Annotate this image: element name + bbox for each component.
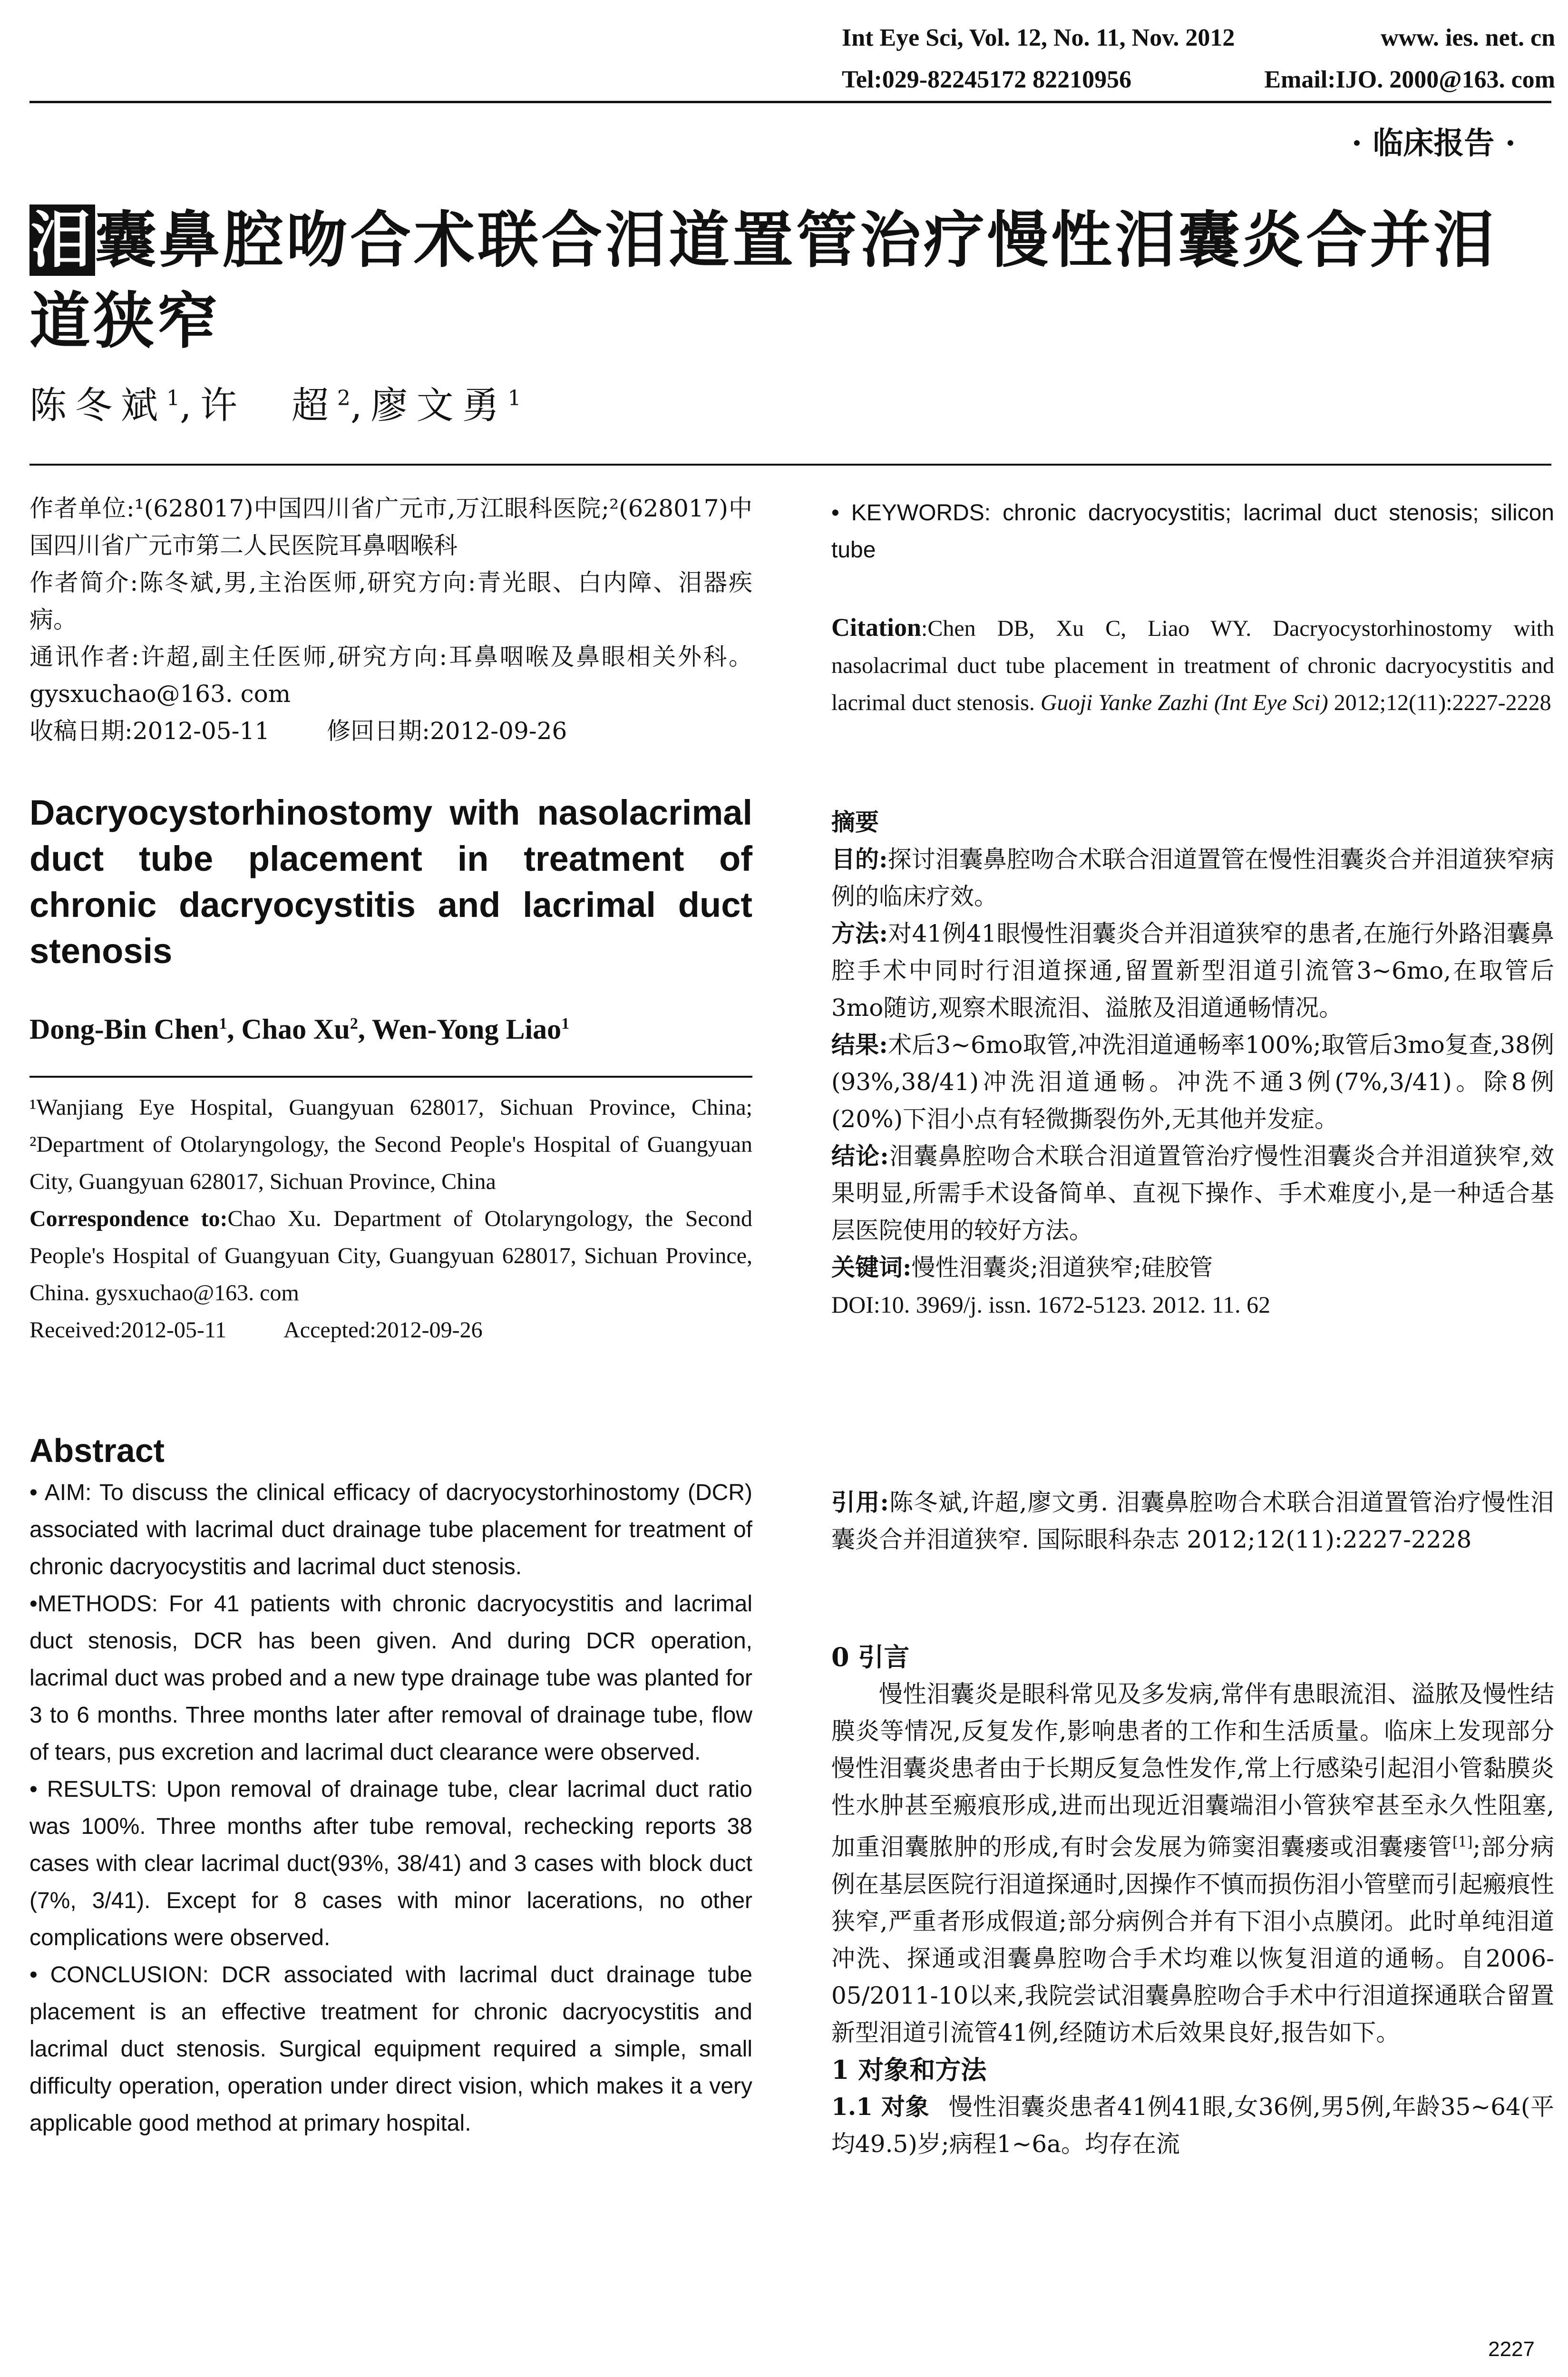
results-text: 术后3~6mo取管,冲洗泪道通畅率100%;取管后3mo复查,38例(93%,38/41)冲洗泪道通畅。冲洗不通3例(7%,3/41)。除8例(20%)下泪小点有轻微撕裂伤外,无其他并发症。 [831, 1031, 1554, 1133]
citation-cn [831, 1484, 1554, 1558]
conclusion-label: 结论: [831, 1142, 889, 1170]
conclusion-text: 泪囊鼻腔吻合术联合泪道置管治疗慢性泪囊炎合并泪道狭窄,效果明显,所需手术设备简单、直视下操作、手术难度小,是一种适合基层医院使用的较好方法。 [831, 1142, 1554, 1244]
author-name-en: Chao Xu [241, 1013, 350, 1045]
results-cn [831, 1026, 1554, 1138]
journal-email: Email:IJO. 2000@163. com [1264, 66, 1555, 93]
affiliation-cn: 作者单位:¹(628017)中国四川省广元市,万江眼科医院;²(628017)中国四川省广元市第二人民医院耳鼻咽喉科 [29, 495, 752, 559]
methods-label: 方法: [831, 919, 888, 947]
section-label: · 临床报告 · [1351, 126, 1516, 161]
author-name: 许 超 [200, 384, 337, 427]
author-sup: 1 [219, 1015, 227, 1033]
title-rule [29, 464, 1551, 466]
keywords-text: 慢性泪囊炎;泪道狭窄;硅胶管 [911, 1254, 1213, 1281]
title-first-char: 泪 [30, 205, 95, 276]
journal-website: www. ies. net. cn [1381, 24, 1555, 51]
author-sup: 1 [507, 386, 521, 410]
subject-text: 慢性泪囊炎患者41例41眼,女36例,男5例,年龄35~64(平均49.5)岁;病程1~6a。均存在流 [831, 2093, 1554, 2158]
page-number: 2227 [1488, 2338, 1535, 2361]
author-name-en: Dong-Bin Chen [29, 1013, 219, 1045]
bio-cn: 作者简介:陈冬斌,男,主治医师,研究方向:青光眼、白内障、泪器疾病。 [29, 569, 752, 633]
author-sup: 2 [337, 386, 351, 410]
introduction [831, 1638, 1554, 2163]
intro-heading: 0 引言 [831, 1642, 910, 1672]
dates-cn [29, 712, 752, 750]
journal-header-line1 [842, 24, 1555, 52]
abstract-heading: Abstract [29, 1432, 165, 1469]
intro-paragraph [831, 1676, 1554, 2051]
objective-label: 目的: [831, 845, 888, 873]
journal-header-line2 [842, 66, 1555, 94]
abstract-conclusion: • CONCLUSION: DCR associated with lacrimal duct drainage tube placement is an effective treatment for chronic dacryocystitis and lacrimal duct stenosis. Surgical equipment required a simple, small difficulty operation, operation under direct vision, which makes it a very applicable good method at primary hospital. [29, 1962, 752, 2136]
correspondence-en [29, 1200, 752, 1312]
abstract-heading-cn: 摘要 [831, 808, 879, 836]
keywords-en: • KEYWORDS: chronic dacryocystitis; lacrimal duct stenosis; silicon tube [831, 500, 1554, 563]
subject-heading: 1.1 对象 [831, 2092, 930, 2121]
objective-text: 探讨泪囊鼻腔吻合术联合泪道置管在慢性泪囊炎合并泪道狭窄病例的临床疗效。 [831, 846, 1554, 910]
intro-text: 慢性泪囊炎是眼科常见及多发病,常伴有患眼流泪、溢脓及慢性结膜炎等情况,反复发作,影响患者的工作和生活质量。临床上发现部分慢性泪囊炎患者由于长期反复急性发作,常上行感染引起泪小管黏膜炎性水肿甚至瘢痕形成,进而出现近泪囊端泪小管狭窄甚至永久性阻塞,加重泪囊脓肿的形成,有时会发展为筛窦泪囊瘘或泪囊瘘管 [831, 1680, 1554, 1861]
conclusion-cn [831, 1138, 1554, 1249]
authors-cn: 陈冬斌$^1$,许 超$^2$,廖文勇$^1$ [29, 384, 521, 427]
keywords-label: 关键词: [831, 1253, 912, 1281]
authors-rule [29, 1076, 752, 1078]
abstract-aim: • AIM: To discuss the clinical efficacy of dacryocystorhinostomy (DCR) associated with lacrimal duct drainage tube placement for treatment of chronic dacryocystitis and lacrimal duct stenosis. [29, 1480, 752, 1579]
citation-tail: 2012;12(11):2227-2228 [1328, 690, 1551, 715]
journal-tel: Tel:029-82245172 82210956 [842, 66, 1132, 93]
correspondence-cn: 通讯作者:许超,副主任医师,研究方向:耳鼻咽喉及鼻眼相关外科。gysxuchao@163. com [29, 643, 752, 708]
citation-cn-text: 陈冬斌,许超,廖文勇. 泪囊鼻腔吻合术联合泪道置管治疗慢性泪囊炎合并泪道狭窄. 国际眼科杂志 2012;12(11):2227-2228 [831, 1489, 1554, 1553]
reference-marker: [1] [1452, 1834, 1473, 1851]
article-title [29, 200, 1551, 361]
author-sup: 2 [350, 1015, 358, 1033]
citation-label: Citation [831, 613, 921, 642]
journal-info: Int Eye Sci, Vol. 12, No. 11, Nov. 2012 [842, 24, 1235, 51]
abstract-cn [831, 804, 1554, 1323]
abstract-methods: •METHODS: For 41 patients with chronic dacryocystitis and lacrimal duct stenosis, DCR has been given. And during DCR operation, lacrimal duct was probed and a new type drainage tube was planted for 3 to 6 months. Three months later after removal of drainage tube, flow of tears, pus excretion and lacrimal duct clearance were observed. [29, 1591, 752, 1765]
keywords-cn [831, 1249, 1554, 1286]
correspondence-text: Chao Xu. Department of Otolaryngology, the Second People's Hospital of Guangyuan City, Guangyuan 628017, Sichuan Province, China. gysxuchao@163. com [29, 1206, 753, 1305]
author-name: 陈冬斌 [29, 384, 167, 427]
received-en: Received:2012-05-11 [29, 1317, 227, 1343]
subjects-paragraph [831, 2088, 1554, 2163]
affiliation-en: ¹Wanjiang Eye Hospital, Guangyuan 628017, Sichuan Province, China; ²Department of Otolaryngology, the Second People's Hospital of Guangyuan City, Guangyuan 628017, Sichuan Province, China [29, 1095, 752, 1194]
author-sup: 1 [166, 386, 180, 410]
citation-cn-label: 引用: [831, 1488, 889, 1516]
objective-cn [831, 841, 1554, 915]
revised-cn: 修回日期:2012-09-26 [327, 717, 567, 745]
accepted-en: Accepted:2012-09-26 [283, 1317, 483, 1343]
methods-text: 对41例41眼慢性泪囊炎合并泪道狭窄的患者,在施行外路泪囊鼻腔手术中同时行泪道探通,留置新型泪道引流管3~6mo,在取管后3mo随访,观察术眼流泪、溢脓及泪道通畅情况。 [831, 920, 1555, 1022]
header-rule [29, 101, 1551, 103]
authors-en: Dong-Bin Chen$^1$, Chao Xu$^2$, Wen-Yong Liao$^1$ [29, 1013, 570, 1045]
abstract-results: • RESULTS: Upon removal of drainage tube, clear lacrimal duct ratio was 100%. Three months after tube removal, rechecking reports 38 cases with clear lacrimal duct(93%, 38/41) and 3 cases with block duct (7%, 3/41). Except for 8 cases with minor lacerations, no other complications were observed. [29, 1777, 752, 1950]
citation-journal: Guoji Yanke Zazhi (Int Eye Sci) [1040, 690, 1328, 715]
methods-cn [831, 915, 1554, 1026]
author-name-en: Wen-Yong Liao [371, 1013, 562, 1045]
doi: DOI:10. 3969/j. issn. 1672-5123. 2012. 11. 62 [831, 1291, 1271, 1318]
author-sup: 1 [561, 1015, 570, 1033]
citation-text: :Chen DB, Xu C, Liao WY. Dacryocystorhinostomy with nasolacrimal duct tube placement in treatment of chronic dacryocystitis and lacrimal duct stenosis. [831, 616, 1554, 715]
abstract-body [29, 1474, 752, 2142]
english-title: Dacryocystorhinostomy with nasolacrimal duct tube placement in treatment of chronic dacryocystitis and lacrimal duct stenosis [29, 793, 752, 971]
en-metadata [29, 1089, 752, 1349]
citation-en [831, 609, 1554, 721]
received-cn: 收稿日期:2012-05-11 [29, 717, 270, 745]
results-label: 结果: [831, 1031, 888, 1059]
methods-heading: 1 对象和方法 [831, 2054, 987, 2085]
cn-metadata [29, 490, 752, 750]
author-name: 廖文勇 [370, 384, 508, 427]
correspondence-label: Correspondence to: [29, 1206, 228, 1231]
intro-text: ;部分病例在基层医院行泪道探通时,因操作不慎而损伤泪小管壁而引起瘢痕性狭窄,严重者形成假道;部分病例合并有下泪小点膜闭。此时单纯泪道冲洗、探通或泪囊鼻腔吻合手术均难以恢复泪道的通畅。自2006-05/2011-10以来,我院尝试泪囊鼻腔吻合手术中行泪道探通联合留置新型泪道引流管41例,经随访术后效果良好,报告如下。 [831, 1833, 1554, 2046]
dates-en [29, 1312, 752, 1349]
title-rest: 囊鼻腔吻合术联合泪道置管治疗慢性泪囊炎合并泪道狭窄 [29, 205, 1498, 357]
